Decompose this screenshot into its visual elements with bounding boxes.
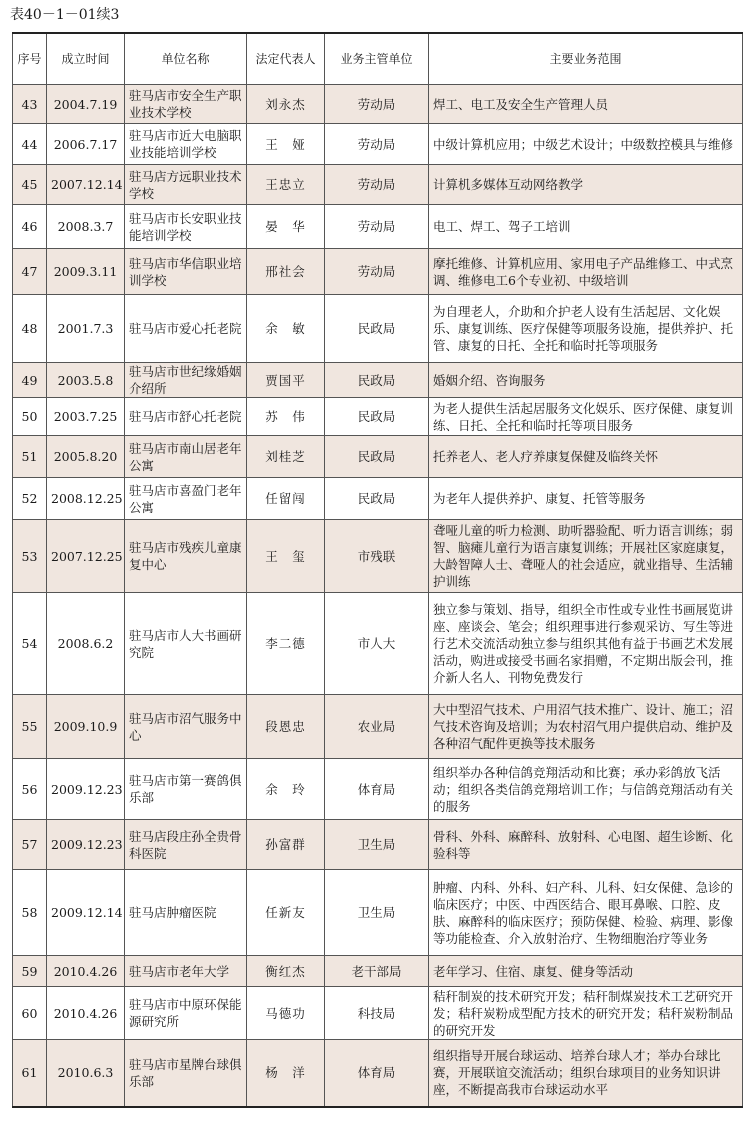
cell-name: 驻马店肿瘤医院 [125,870,247,956]
cell-dept: 卫生局 [325,870,429,956]
cell-dept: 劳动局 [325,249,429,295]
cell-name: 驻马店市老年大学 [125,956,247,987]
cell-scope: 聋哑儿童的听力检测、助听器验配、听力语言训练；弱智、脑瘫儿童行为语言康复训练；开展社区家庭康复，大龄智障人士、聋哑人的社会适应，就业指导、生活辅护训练 [429,520,743,593]
header-dept: 业务主管单位 [325,33,429,85]
cell-name: 驻马店市星牌台球俱乐部 [125,1040,247,1107]
cell-no: 54 [13,593,47,695]
table-row [13,1040,743,1107]
cell-date: 2009.12.23 [47,759,125,820]
cell-rep: 王忠立 [247,165,325,205]
cell-name: 驻马店市沼气服务中心 [125,695,247,759]
cell-name: 驻马店市舒心托老院 [125,398,247,436]
cell-scope: 组织举办各种信鸽竞翔活动和比赛；承办彩鸽放飞活动；组织各类信鸽竞翔培训工作；与信鸽竞翔活动有关的服务 [429,759,743,820]
cell-date: 2007.12.14 [47,165,125,205]
table-row [13,759,743,820]
cell-date: 2008.3.7 [47,205,125,249]
cell-dept: 劳动局 [325,85,429,124]
cell-name: 驻马店市喜盈门老年公寓 [125,478,247,520]
cell-scope: 电工、焊工、驾子工培训 [429,205,743,249]
cell-dept: 卫生局 [325,820,429,870]
cell-dept: 科技局 [325,987,429,1040]
cell-date: 2009.12.14 [47,870,125,956]
cell-dept: 体育局 [325,759,429,820]
cell-scope: 为自理老人，介助和介护老人设有生活起居、文化娱乐、康复训练、医疗保健等项服务设施，提供养护、托管、康复的日托、全托和临时托等项服务 [429,295,743,363]
cell-date: 2009.10.9 [47,695,125,759]
cell-date: 2005.8.20 [47,436,125,478]
table-row [13,478,743,520]
cell-rep: 任新友 [247,870,325,956]
table-row [13,987,743,1040]
cell-date: 2001.7.3 [47,295,125,363]
cell-name: 驻马店市华信职业培训学校 [125,249,247,295]
cell-dept: 体育局 [325,1040,429,1107]
cell-no: 45 [13,165,47,205]
cell-no: 60 [13,987,47,1040]
cell-name: 驻马店市残疾儿童康复中心 [125,520,247,593]
table-row [13,398,743,436]
cell-name: 驻马店市人大书画研究院 [125,593,247,695]
table-row [13,124,743,165]
cell-rep: 衡红杰 [247,956,325,987]
cell-date: 2003.5.8 [47,363,125,398]
header-name: 单位名称 [125,33,247,85]
table-row [13,593,743,695]
cell-dept: 民政局 [325,363,429,398]
cell-no: 59 [13,956,47,987]
cell-dept: 民政局 [325,295,429,363]
table-row [13,520,743,593]
cell-scope: 独立参与策划、指导，组织全市性或专业性书画展览讲座、座谈会、笔会；组织理事进行参观采访、写生等进行艺术交流活动独立参与组织其他有益于书画艺术发展活动，购进或接受书画名家捐赠，不定期出版会刊，推介新人名人、刊物免费发行 [429,593,743,695]
table-row [13,165,743,205]
cell-no: 51 [13,436,47,478]
cell-scope: 为老人提供生活起居服务文化娱乐、医疗保健、康复训练、日托、全托和临时托等项目服务 [429,398,743,436]
cell-dept: 市人大 [325,593,429,695]
cell-rep: 邢社会 [247,249,325,295]
cell-date: 2004.7.19 [47,85,125,124]
cell-dept: 农业局 [325,695,429,759]
table-row [13,205,743,249]
cell-scope: 骨科、外科、麻醉科、放射科、心电图、超生诊断、化验科等 [429,820,743,870]
cell-date: 2010.4.26 [47,987,125,1040]
cell-scope: 计算机多媒体互动网络教学 [429,165,743,205]
cell-date: 2009.12.23 [47,820,125,870]
table-header-row [13,33,743,85]
cell-dept: 市残联 [325,520,429,593]
cell-no: 57 [13,820,47,870]
cell-dept: 老干部局 [325,956,429,987]
cell-rep: 晏 华 [247,205,325,249]
cell-rep: 王 娅 [247,124,325,165]
cell-name: 驻马店市中原环保能源研究所 [125,987,247,1040]
cell-dept: 劳动局 [325,165,429,205]
cell-scope: 焊工、电工及安全生产管理人员 [429,85,743,124]
cell-no: 46 [13,205,47,249]
cell-rep: 李二德 [247,593,325,695]
cell-rep: 余 玲 [247,759,325,820]
cell-no: 47 [13,249,47,295]
cell-rep: 杨 洋 [247,1040,325,1107]
cell-name: 驻马店市近大电脑职业技能培训学校 [125,124,247,165]
cell-dept: 劳动局 [325,124,429,165]
cell-no: 43 [13,85,47,124]
cell-rep: 任留闯 [247,478,325,520]
cell-scope: 中级计算机应用；中级艺术设计；中级数控模具与维修 [429,124,743,165]
cell-no: 44 [13,124,47,165]
cell-dept: 民政局 [325,478,429,520]
cell-scope: 托养老人、老人疗养康复保健及临终关怀 [429,436,743,478]
cell-rep: 刘永杰 [247,85,325,124]
table-row [13,436,743,478]
cell-rep: 段恩忠 [247,695,325,759]
header-rep: 法定代表人 [247,33,325,85]
cell-no: 49 [13,363,47,398]
cell-rep: 刘桂芝 [247,436,325,478]
cell-scope: 秸秆制炭的技术研究开发；秸秆制煤炭技术工艺研究开发；秸秆炭粉成型配方技术的研究开发；秸秆炭粉制品的研究开发 [429,987,743,1040]
table-row [13,695,743,759]
table-row [13,295,743,363]
cell-date: 2006.7.17 [47,124,125,165]
table-row [13,820,743,870]
cell-rep: 余 敏 [247,295,325,363]
cell-name: 驻马店市爱心托老院 [125,295,247,363]
cell-no: 53 [13,520,47,593]
cell-scope: 摩托维修、计算机应用、家用电子产品维修工、中式烹调、维修电工6个专业初、中级培训 [429,249,743,295]
cell-name: 驻马店段庄孙全贵骨科医院 [125,820,247,870]
table-row [13,363,743,398]
cell-name: 驻马店市南山居老年公寓 [125,436,247,478]
cell-scope: 为老年人提供养护、康复、托管等服务 [429,478,743,520]
cell-scope: 肿瘤、内科、外科、妇产科、儿科、妇女保健、急诊的临床医疗；中医、中西医结合、眼耳鼻喉、口腔、皮肤、麻醉科的临床医疗；预防保健、检验、病理、影像等功能检查、介入放射治疗、生物细胞治疗等业务 [429,870,743,956]
table-row [13,956,743,987]
cell-no: 55 [13,695,47,759]
cell-date: 2008.12.25 [47,478,125,520]
cell-no: 58 [13,870,47,956]
header-scope: 主要业务范围 [429,33,743,85]
cell-name: 驻马店市安全生产职业技术学校 [125,85,247,124]
cell-no: 48 [13,295,47,363]
cell-dept: 民政局 [325,398,429,436]
cell-dept: 劳动局 [325,205,429,249]
header-no: 序号 [13,33,47,85]
table-row [13,85,743,124]
cell-scope: 大中型沼气技术、户用沼气技术推广、设计、施工；沼气技术咨询及培训；为农村沼气用户提供启动、维护及各种沼气配件更换等技术服务 [429,695,743,759]
table-row [13,870,743,956]
cell-rep: 王 玺 [247,520,325,593]
header-date: 成立时间 [47,33,125,85]
cell-date: 2010.4.26 [47,956,125,987]
cell-scope: 老年学习、住宿、康复、健身等活动 [429,956,743,987]
cell-name: 驻马店市第一赛鸽俱乐部 [125,759,247,820]
organization-table [12,32,743,1108]
cell-no: 61 [13,1040,47,1107]
cell-no: 56 [13,759,47,820]
table-caption: 表40－1－01续3 [10,7,120,23]
cell-name: 驻马店市长安职业技能培训学校 [125,205,247,249]
cell-scope: 组织指导开展台球运动、培养台球人才；举办台球比赛，开展联谊交流活动；组织台球项目的业务知识讲座，不断提高我市台球运动水平 [429,1040,743,1107]
cell-rep: 马德功 [247,987,325,1040]
cell-date: 2008.6.2 [47,593,125,695]
cell-rep: 贾国平 [247,363,325,398]
cell-rep: 苏 伟 [247,398,325,436]
cell-no: 50 [13,398,47,436]
cell-date: 2010.6.3 [47,1040,125,1107]
cell-no: 52 [13,478,47,520]
cell-date: 2007.12.25 [47,520,125,593]
cell-date: 2003.7.25 [47,398,125,436]
table-row [13,249,743,295]
cell-scope: 婚姻介绍、咨询服务 [429,363,743,398]
cell-name: 驻马店市世纪缘婚姻介绍所 [125,363,247,398]
cell-rep: 孙富群 [247,820,325,870]
cell-name: 驻马店方远职业技术学校 [125,165,247,205]
cell-date: 2009.3.11 [47,249,125,295]
cell-dept: 民政局 [325,436,429,478]
